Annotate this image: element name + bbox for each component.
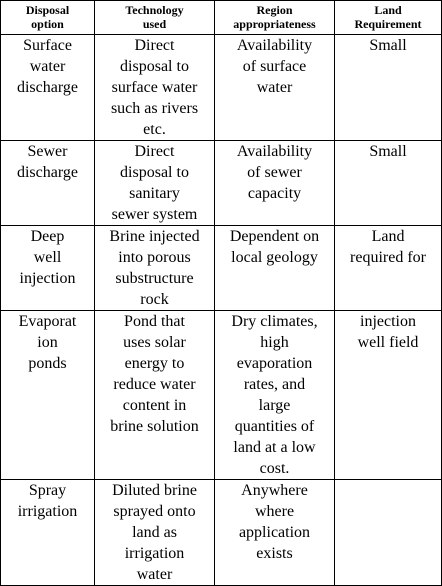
cell-disposal-option: Spray irrigation [1,480,95,586]
header-technology-used: Technology used [95,1,215,35]
cell-technology-used: Diluted brine sprayed onto land as irrigation water [95,480,215,586]
cell-land-requirement [335,480,442,586]
cell-land-requirement: injection well field [335,311,442,480]
header-region-appropriateness: Region appropriateness [215,1,335,35]
cell-disposal-option: Evaporat ion ponds [1,311,95,480]
table-row [1,141,442,226]
cell-region-appropriateness: Anywhere where application exists [215,480,335,586]
cell-technology-used: Direct disposal to sanitary sewer system [95,141,215,226]
cell-technology-used: Direct disposal to surface water such as rivers etc. [95,35,215,141]
cell-disposal-option: Sewer discharge [1,141,95,226]
table-row [1,480,442,586]
header-disposal-option: Disposal option [1,1,95,35]
cell-region-appropriateness: Availability of sewer capacity [215,141,335,226]
cell-land-requirement: Land required for [335,226,442,311]
table-row [1,226,442,311]
cell-disposal-option: Deep well injection [1,226,95,311]
cell-land-requirement: Small [335,141,442,226]
table-row [1,311,442,480]
cell-land-requirement: Small [335,35,442,141]
header-land-requirement: Land Requirement [335,1,442,35]
cell-region-appropriateness: Dry climates, high evaporation rates, and large quantities of land at a low cost. [215,311,335,480]
cell-region-appropriateness: Dependent on local geology [215,226,335,311]
cell-region-appropriateness: Availability of surface water [215,35,335,141]
cell-disposal-option: Surface water discharge [1,35,95,141]
header-row [1,1,442,35]
table-row [1,35,442,141]
cell-technology-used: Brine injected into porous substructure rock [95,226,215,311]
cell-technology-used: Pond that uses solar energy to reduce water content in brine solution [95,311,215,480]
